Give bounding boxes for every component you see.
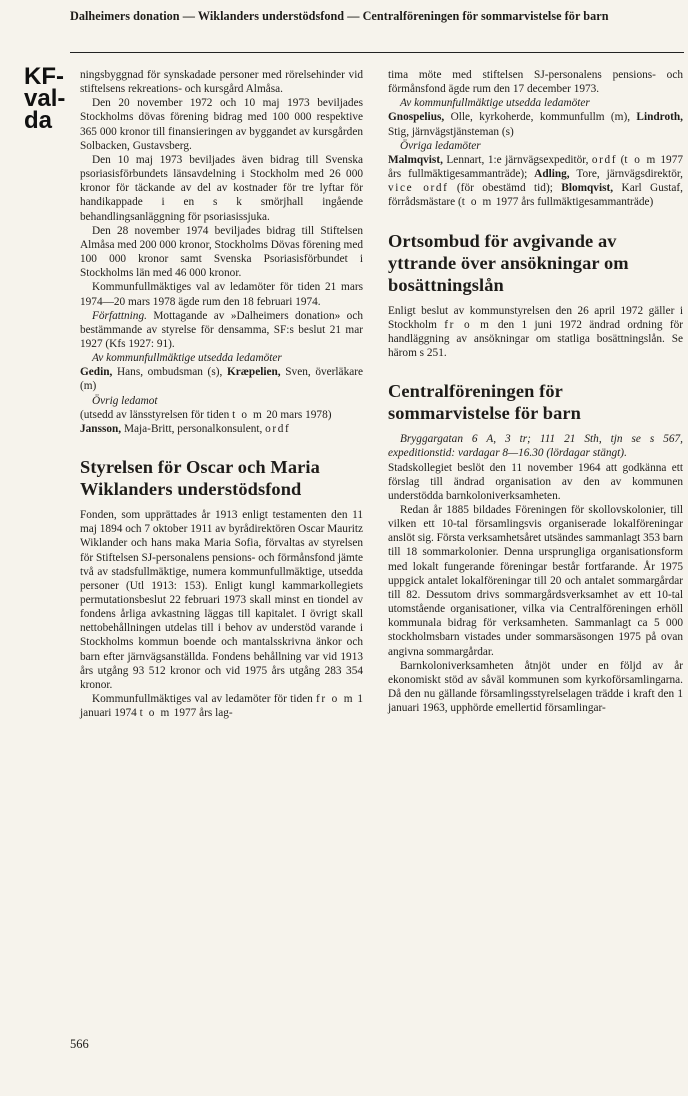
- member-name: Lindroth,: [636, 111, 683, 124]
- section-title-ortsombud: Ortsombud för avgivande av yttrande över ansökningar om bosättningslån: [388, 230, 629, 295]
- member-list: [80, 365, 363, 393]
- member-name: Adling,: [534, 168, 570, 181]
- left-column: [80, 68, 363, 720]
- section-title-wiklanders: Styrelsen för Oscar och Maria Wiklanders understödsfond: [80, 457, 320, 500]
- member-name: Kræpelien,: [226, 366, 281, 379]
- subheading-other-members: Övriga ledamöter: [400, 139, 481, 152]
- text-run: Tore, järnvägsdirektör,: [569, 168, 683, 181]
- member-name: Gedin,: [80, 366, 113, 379]
- text-run: t o m: [461, 196, 493, 209]
- paragraph: Fonden, som upprättades år 1913 enligt testamenten den 11 maj 1894 och 7 oktober 1911 av byrådirektören Oscar Mauritz Wiklander och hans maka Maria Sofia, förvaltas av styrelsen för Stiftelsen SJ-personalens pensions- och förmånsfond jämte två av stadsfullmäktige, numera kommunfullmäktige, utsedda personer (Utl 1913: 153). Enligt kungl kammarkollegiets permutationsbeslut 22 februari 1973 skall minst en tiondel av fondens årliga avkastning läggas till kapitalet. I övrigt skall nettobehållningen utdelas till i behov av understöd varande i Stockholms kommun boende och mantalsskrivna änkor och barn efter järnvägsanställda. Fondens behållning var vid 1913 års utgång 93 512 kronor och vid 1975 års utgång 283 354 kronor.: [80, 509, 363, 691]
- text-run: 1977 års fullmäktigesammanträde);: [388, 153, 683, 181]
- text-run: 1 januari 1974: [80, 693, 363, 720]
- member-details: Maja-Britt, personalkonsulent,: [121, 422, 266, 435]
- text-run: 1977 års fullmäktigesammanträde): [492, 196, 654, 209]
- text-run: fr o m: [316, 693, 355, 706]
- section-title-centralforeningen: Centralföreningen för sommarvistelse för barn: [388, 381, 581, 424]
- subheading-other-member: Övrig ledamot: [92, 394, 158, 407]
- member-name: Malmqvist,: [388, 153, 443, 166]
- text-run: (: [617, 153, 625, 166]
- text-run: Lennart, 1:e järnvägsexpeditör,: [442, 153, 592, 166]
- member-list: [388, 153, 683, 210]
- text-run: (för obestämd tid);: [448, 182, 562, 195]
- statute-label: Författning.: [92, 309, 147, 322]
- member-list: [388, 110, 683, 138]
- paragraph: [388, 304, 683, 361]
- text-run: Karl Gustaf, förrådsmästare (: [388, 182, 683, 209]
- member-details: Olle, kyrkoherde, kommunfullm (m),: [444, 111, 637, 124]
- page-number: 566: [70, 1037, 89, 1051]
- statute-text: Mottagande av »Dalheimers donation» och bestämmande av styrelse för densamma, SF:s beslut 21 mar 1927 (Kfs 1927: 91).: [80, 309, 363, 350]
- text-run: 20 mars 1978): [263, 408, 332, 421]
- paragraph: tima möte med stiftelsen SJ-personalens pensions- och förmånsfond ägde rum den 17 december 1973.: [388, 69, 683, 96]
- margin-marker: [24, 63, 74, 134]
- member-details: Stig, järnvägstjänsteman (s): [388, 125, 514, 138]
- subheading-elected-members: Av kommunfullmäktige utsedda ledamöter: [400, 97, 590, 110]
- running-head: Dalheimers donation — Wiklanders understödsfond — Centralföreningen för sommarvistelse för barn: [70, 9, 609, 23]
- paragraph: Den 10 maj 1973 beviljades även bidrag till Svenska psoriasisförbundets länsavdelning i Stockholm med 26 000 kronor för täckande av del av kostnader för tre lyftar för handikappade i en s k smörjhall ingående behandlingsanläggning för psoriasissjuka.: [80, 153, 363, 223]
- member-name: Blomqvist,: [561, 182, 614, 195]
- margin-marker-line: val-: [24, 85, 66, 112]
- member-role: ordf: [265, 422, 291, 435]
- paragraph: Den 20 november 1972 och 10 maj 1973 beviljades Stockholms dövas förening bidrag med 100 000 respektive 365 000 kronor till finansieringen av byggandet av kursgården Solbacken, Gustavsberg.: [80, 97, 363, 152]
- text-run: vice ordf: [388, 182, 449, 195]
- text-run: fr o m: [444, 318, 491, 331]
- text-run: t o m: [232, 408, 264, 421]
- text-run: Kommunfullmäktiges val av ledamöter för tiden: [92, 693, 317, 706]
- paragraph: Barnkoloniverksamheten åtnjöt under en följd av år ekonomiskt stöd av såväl kommunen som kyrkoförsamlingarna. Då den nu gällande församlingsstyrelselagen trädde i kraft den 1 januari 1963, upphörde emellertid församlingar-: [388, 659, 683, 715]
- appointment-note: [80, 408, 363, 422]
- text-run: den 1 juni 1972 ändrad ordning för handläggning av ansökningar om statliga bosättningslån. Se härom s 251.: [388, 318, 683, 360]
- text-run: Enligt beslut av kommunstyrelsen den 26 april 1972 gäller i Stockholm: [388, 304, 683, 331]
- text-run: (utsedd av länsstyrelsen för tiden: [80, 408, 233, 421]
- text-run: t o m: [139, 707, 171, 720]
- member-details: Sven, överläkare (m): [80, 366, 364, 393]
- paragraph: [80, 692, 363, 720]
- address-line: Bryggargatan 6 A, 3 tr; 111 21 Sth, tjn se s 567, expeditionstid: vardagar 8—16.30 (lördagar stängt).: [388, 433, 683, 460]
- subheading-elected-members: Av kommunfullmäktige utsedda ledamöter: [92, 352, 282, 365]
- member-name: Jansson,: [80, 422, 122, 435]
- margin-marker-line: KF-: [24, 63, 64, 90]
- member-details: Hans, ombudsman (s),: [112, 366, 227, 379]
- right-column: [388, 68, 683, 715]
- member-list: [80, 422, 363, 436]
- margin-marker-line: da: [24, 107, 53, 134]
- paragraph: ningsbyggnad för synskadade personer med rörelsehinder vid stiftelsens rekreations- och kursgård Almåsa.: [80, 69, 363, 96]
- text-run: ordf: [591, 153, 618, 166]
- member-name: Gnospelius,: [388, 111, 445, 124]
- paragraph: Den 28 november 1974 beviljades bidrag till Stiftelsen Almåsa med 200 000 kronor, Stockholms Dövas förening med 100 000 kronor samt Svenska Psoriasisförbundet i Stockholms län med 46 000 kronor.: [80, 224, 363, 280]
- text-run: t o m: [624, 153, 657, 166]
- statute-paragraph: [80, 309, 363, 351]
- paragraph: Redan år 1885 bildades Föreningen för skollovskolonier, till vilken ett 10-tal församlingsvis organiserade lokalföreningar anslöt sig. Första verksamhetsåret utsändes sammanlagt 353 barn till 18 sommarkolonier. Denna ursprungliga organisationsform med lokalt fungerande föreningar består fortfarande. År 1975 uppgick antalet lokalföreningar till 20 och antalet sommargårdar till 82. Dessutom drivs sommargårdsverksamhet av ett 10-tal utomstående organisationer, vilka via Centralföreningen erhöll kommunala bidrag för verksamheten. Sammanlagt ca 5 000 stockholmsbarn vistades under sommarsäsongen 1975 på ovan angivna sommargårdar.: [388, 503, 683, 658]
- paragraph: Stadskollegiet beslöt den 11 november 1964 att godkänna ett förslag till ändrad organisation av den av kommunen understödda barnkoloniverksamheten.: [388, 461, 683, 502]
- paragraph: Kommunfullmäktiges val av ledamöter för tiden 21 mars 1974—20 mars 1978 ägde rum den 18 februari 1974.: [80, 281, 363, 308]
- text-run: 1977 års lag-: [170, 707, 233, 720]
- header-rule: [70, 52, 684, 53]
